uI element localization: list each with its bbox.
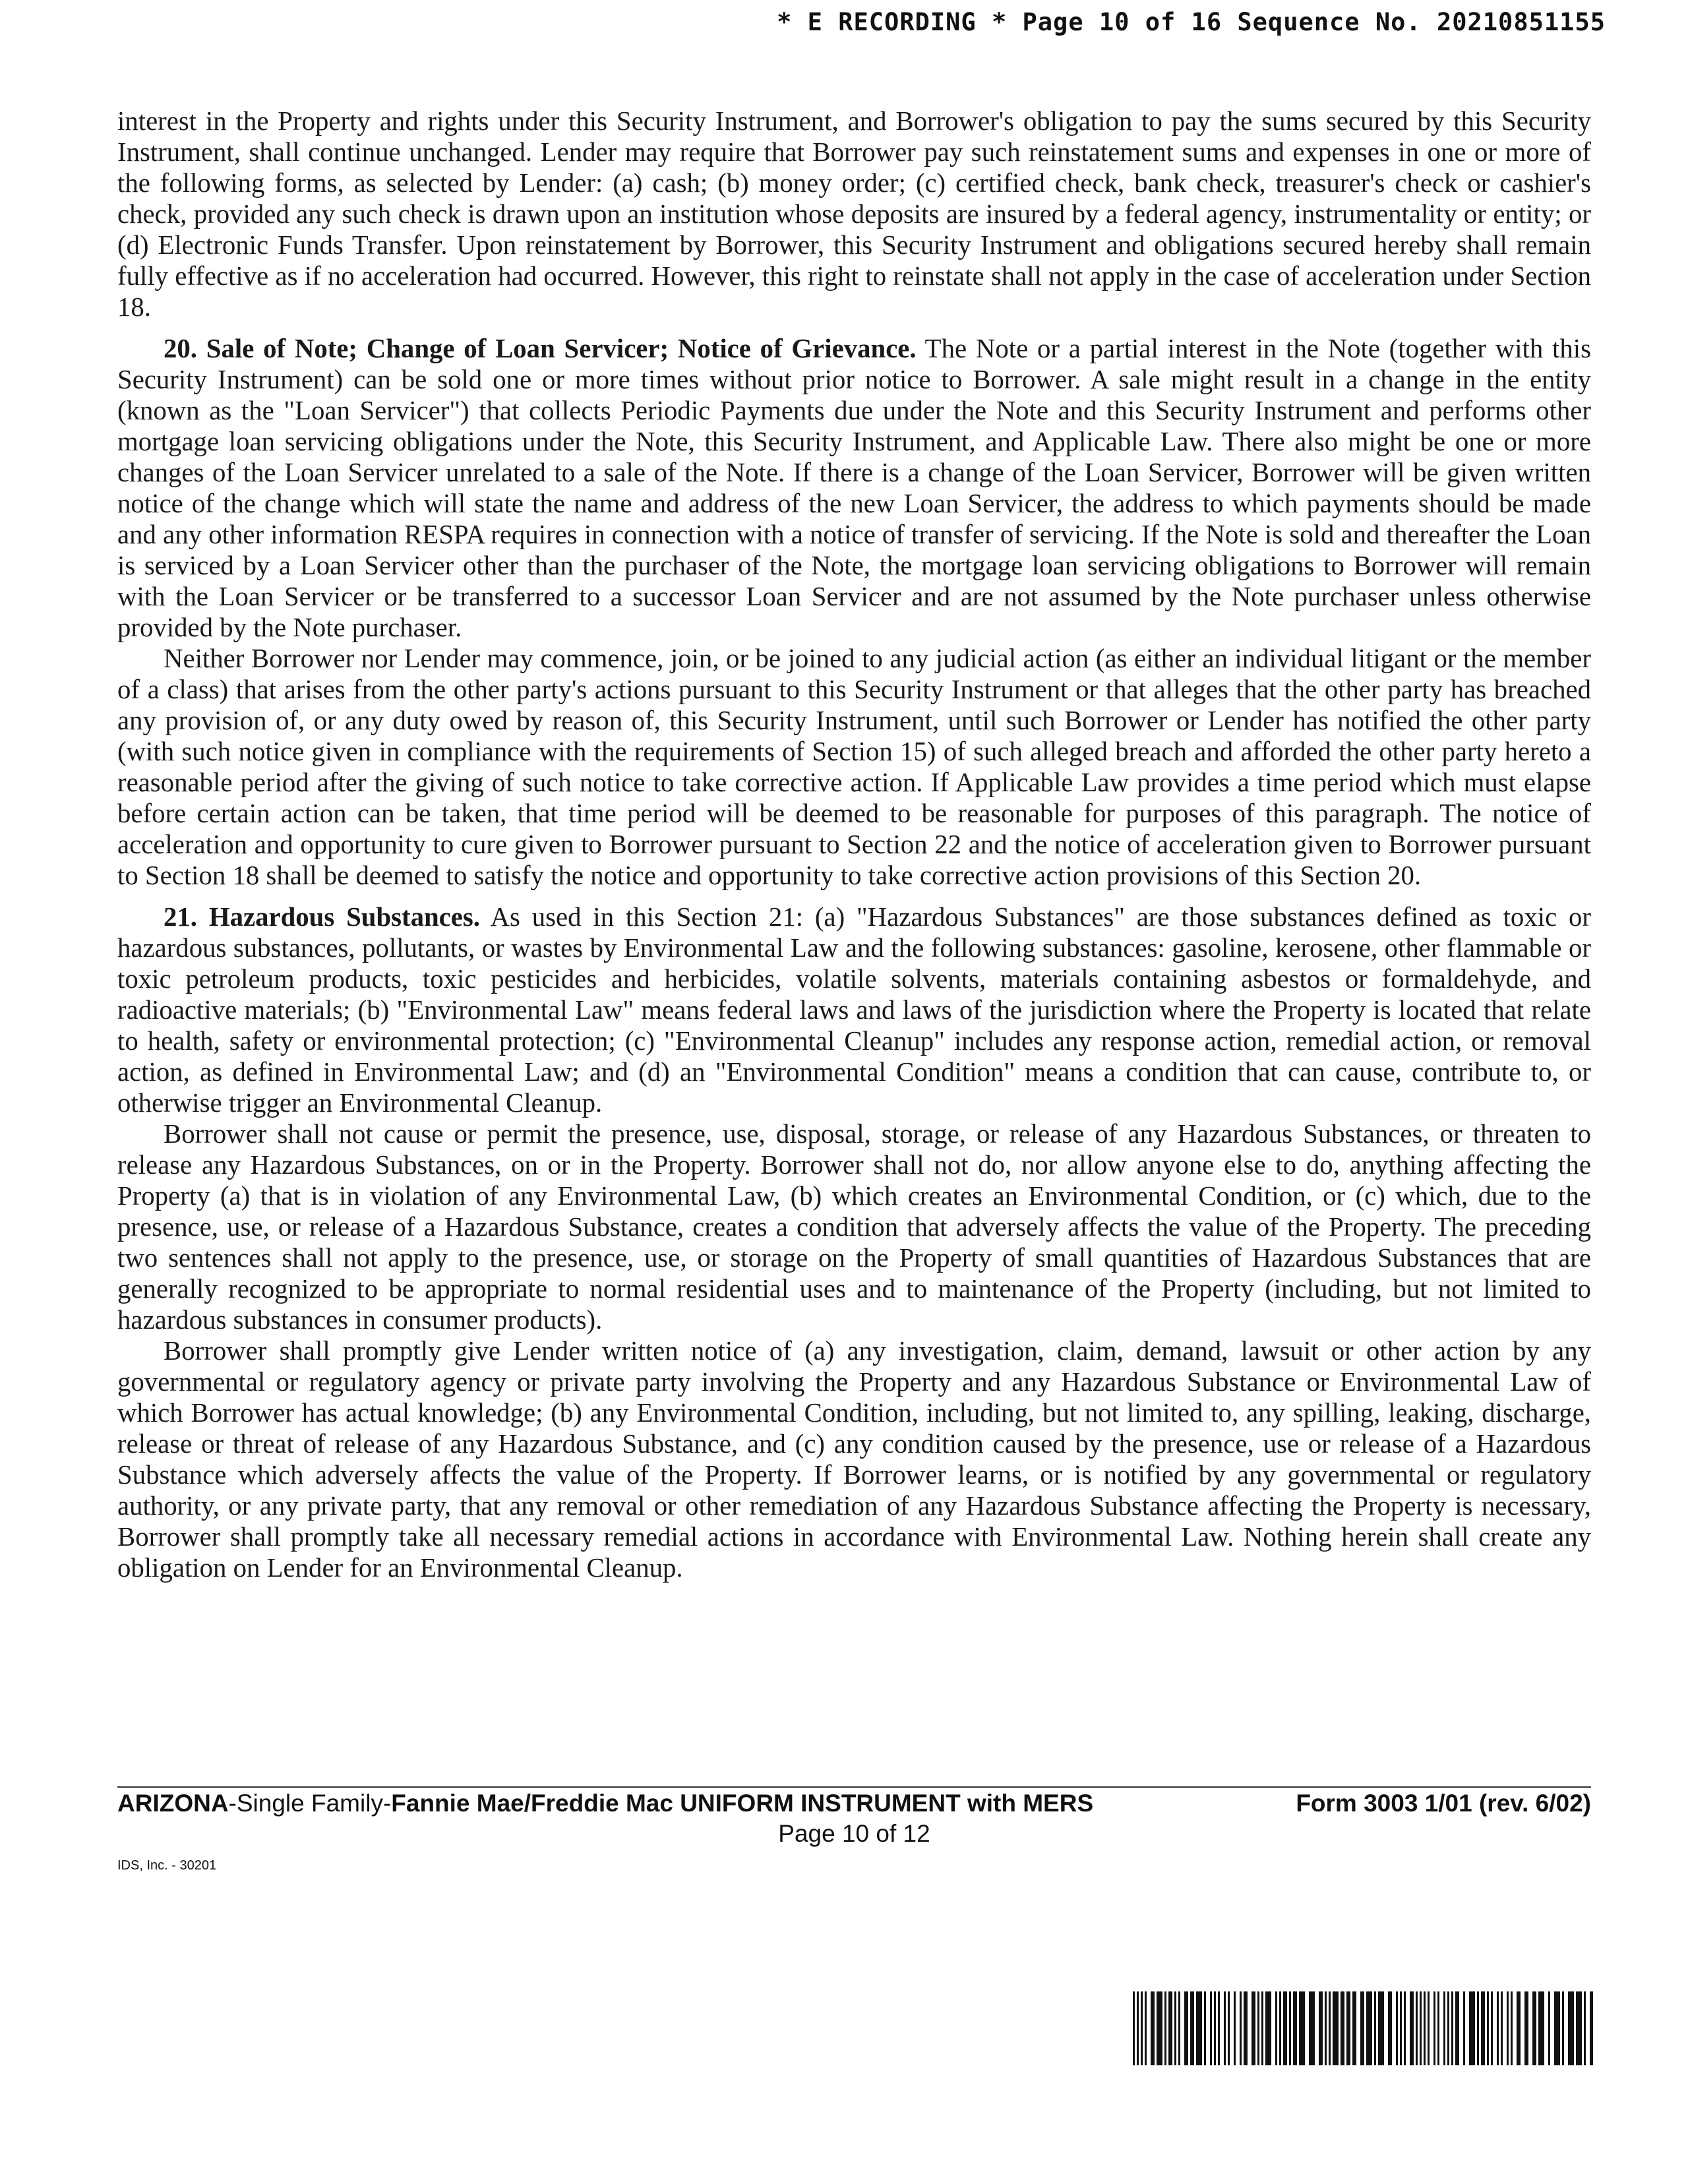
- document-body: [117, 106, 1591, 1583]
- section-21-paragraph: [117, 901, 1591, 1118]
- footer-form-title: [117, 1790, 1093, 1817]
- section-21-text: As used in this Section 21: (a) "Hazardous Substances" are those substances defined as toxic or hazardous substances, pollutants, or wastes by Environmental Law and the following substances: gasoline, kerosene, other flammable or toxic petroleum products, toxic pesticides and herbicides, volatile solvents, materials containing asbestos or formaldehyde, and radioactive materials; (b) "Environmental Law" means federal laws and laws of the jurisdiction where the Property is located that relate to health, safety or environmental protection; (c) "Environmental Cleanup" includes any response action, remedial action, or removal action, as defined in Environmental Law; and (d) an "Environmental Condition" means a condition that can cause, contribute to, or otherwise trigger an Environmental Cleanup.: [117, 902, 1591, 1118]
- section-20-paragraph: [117, 333, 1591, 643]
- footer-divider: [117, 1786, 1591, 1788]
- barcode-icon: [1133, 1991, 1593, 2065]
- footer-ids-code: IDS, Inc. - 30201: [117, 1858, 217, 1873]
- footer-state: ARIZONA: [117, 1790, 229, 1817]
- footer-form-number: Form 3003 1/01 (rev. 6/02): [1296, 1790, 1591, 1817]
- paragraph-reinstatement-continued: interest in the Property and rights under this Security Instrument, and Borrower's obligation to pay the sums secured by this Security Instrument, shall continue unchanged. Lender may require that Borrower pay such reinstatement sums and expenses in one or more of the following forms, as selected by Lender: (a) cash; (b) money order; (c) certified check, bank check, treasurer's check or cashier's check, provided any such check is drawn upon an institution whose deposits are insured by a federal agency, instrumentality or entity; or (d) Electronic Funds Transfer. Upon reinstatement by Borrower, this Security Instrument and obligations secured hereby shall remain fully effective as if no acceleration had occurred. However, this right to reinstate shall not apply in the case of acceleration under Section 18.: [117, 106, 1591, 322]
- footer-instrument: Fannie Mae/Freddie Mac UNIFORM INSTRUMENT with MERS: [391, 1790, 1094, 1817]
- footer-property-type: -Single Family-: [228, 1790, 392, 1817]
- recording-stamp: * E RECORDING * Page 10 of 16 Sequence No. 20210851155: [777, 8, 1606, 36]
- footer-form-line: [117, 1790, 1591, 1817]
- section-21-prohibition-paragraph: Borrower shall not cause or permit the presence, use, disposal, storage, or release of any Hazardous Substances, or threaten to release any Hazardous Substances, on or in the Property. Borrower shall not do, nor allow anyone else to do, anything affecting the Property (a) that is in violation of any Environmental Law, (b) which creates an Environmental Condition, or (c) which, due to the presence, use, or release of a Hazardous Substance, creates a condition that adversely affects the value of the Property. The preceding two sentences shall not apply to the presence, use, or storage on the Property of small quantities of Hazardous Substances that are generally recognized to be appropriate to normal residential uses and to maintenance of the Property (including, but not limited to hazardous substances in consumer products).: [117, 1119, 1591, 1335]
- section-20-grievance-paragraph: Neither Borrower nor Lender may commence, join, or be joined to any judicial action (as either an individual litigant or the member of a class) that arises from the other party's actions pursuant to this Security Instrument or that alleges that the other party has breached any provision of, or any duty owed by reason of, this Security Instrument, until such Borrower or Lender has notified the other party (with such notice given in compliance with the requirements of Section 15) of such alleged breach and afforded the other party hereto a reasonable period after the giving of such notice to take corrective action. If Applicable Law provides a time period which must elapse before certain action can be taken, that time period will be deemed to be reasonable for purposes of this paragraph. The notice of acceleration and opportunity to cure given to Borrower pursuant to Section 22 and the notice of acceleration given to Borrower pursuant to Section 18 shall be deemed to satisfy the notice and opportunity to take corrective action provisions of this Section 20.: [117, 644, 1591, 890]
- section-21-heading: 21. Hazardous Substances.: [164, 902, 480, 932]
- section-20-heading: 20. Sale of Note; Change of Loan Servicer; Notice of Grievance.: [164, 334, 917, 363]
- footer-page-number: Page 10 of 12: [778, 1820, 930, 1847]
- section-21-notice-paragraph: Borrower shall promptly give Lender written notice of (a) any investigation, claim, demand, lawsuit or other action by any governmental or regulatory agency or private party involving the Property and any Hazardous Substance or Environmental Law of which Borrower has actual knowledge; (b) any Environmental Condition, including, but not limited to, any spilling, leaking, discharge, release or threat of release of any Hazardous Substance, and (c) any condition caused by the presence, use or release of a Hazardous Substance which adversely affects the value of the Property. If Borrower learns, or is notified by any governmental or regulatory authority, or any private party, that any removal or other remediation of any Hazardous Substance affecting the Property is necessary, Borrower shall promptly take all necessary remedial actions in accordance with Environmental Law. Nothing herein shall create any obligation on Lender for an Environmental Cleanup.: [117, 1336, 1591, 1583]
- section-20-text: The Note or a partial interest in the Note (together with this Security Instrument) can be sold one or more times without prior notice to Borrower. A sale might result in a change in the entity (known as the "Loan Servicer") that collects Periodic Payments due under the Note and this Security Instrument and performs other mortgage loan servicing obligations under the Note, this Security Instrument, and Applicable Law. There also might be one or more changes of the Loan Servicer unrelated to a sale of the Note. If there is a change of the Loan Servicer, Borrower will be given written notice of the change which will state the name and address of the new Loan Servicer, the address to which payments should be made and any other information RESPA requires in connection with a notice of transfer of servicing. If the Note is sold and thereafter the Loan is serviced by a Loan Servicer other than the purchaser of the Note, the mortgage loan servicing obligations to Borrower will remain with the Loan Servicer or be transferred to a successor Loan Servicer and are not assumed by the Note purchaser unless otherwise provided by the Note purchaser.: [117, 334, 1591, 642]
